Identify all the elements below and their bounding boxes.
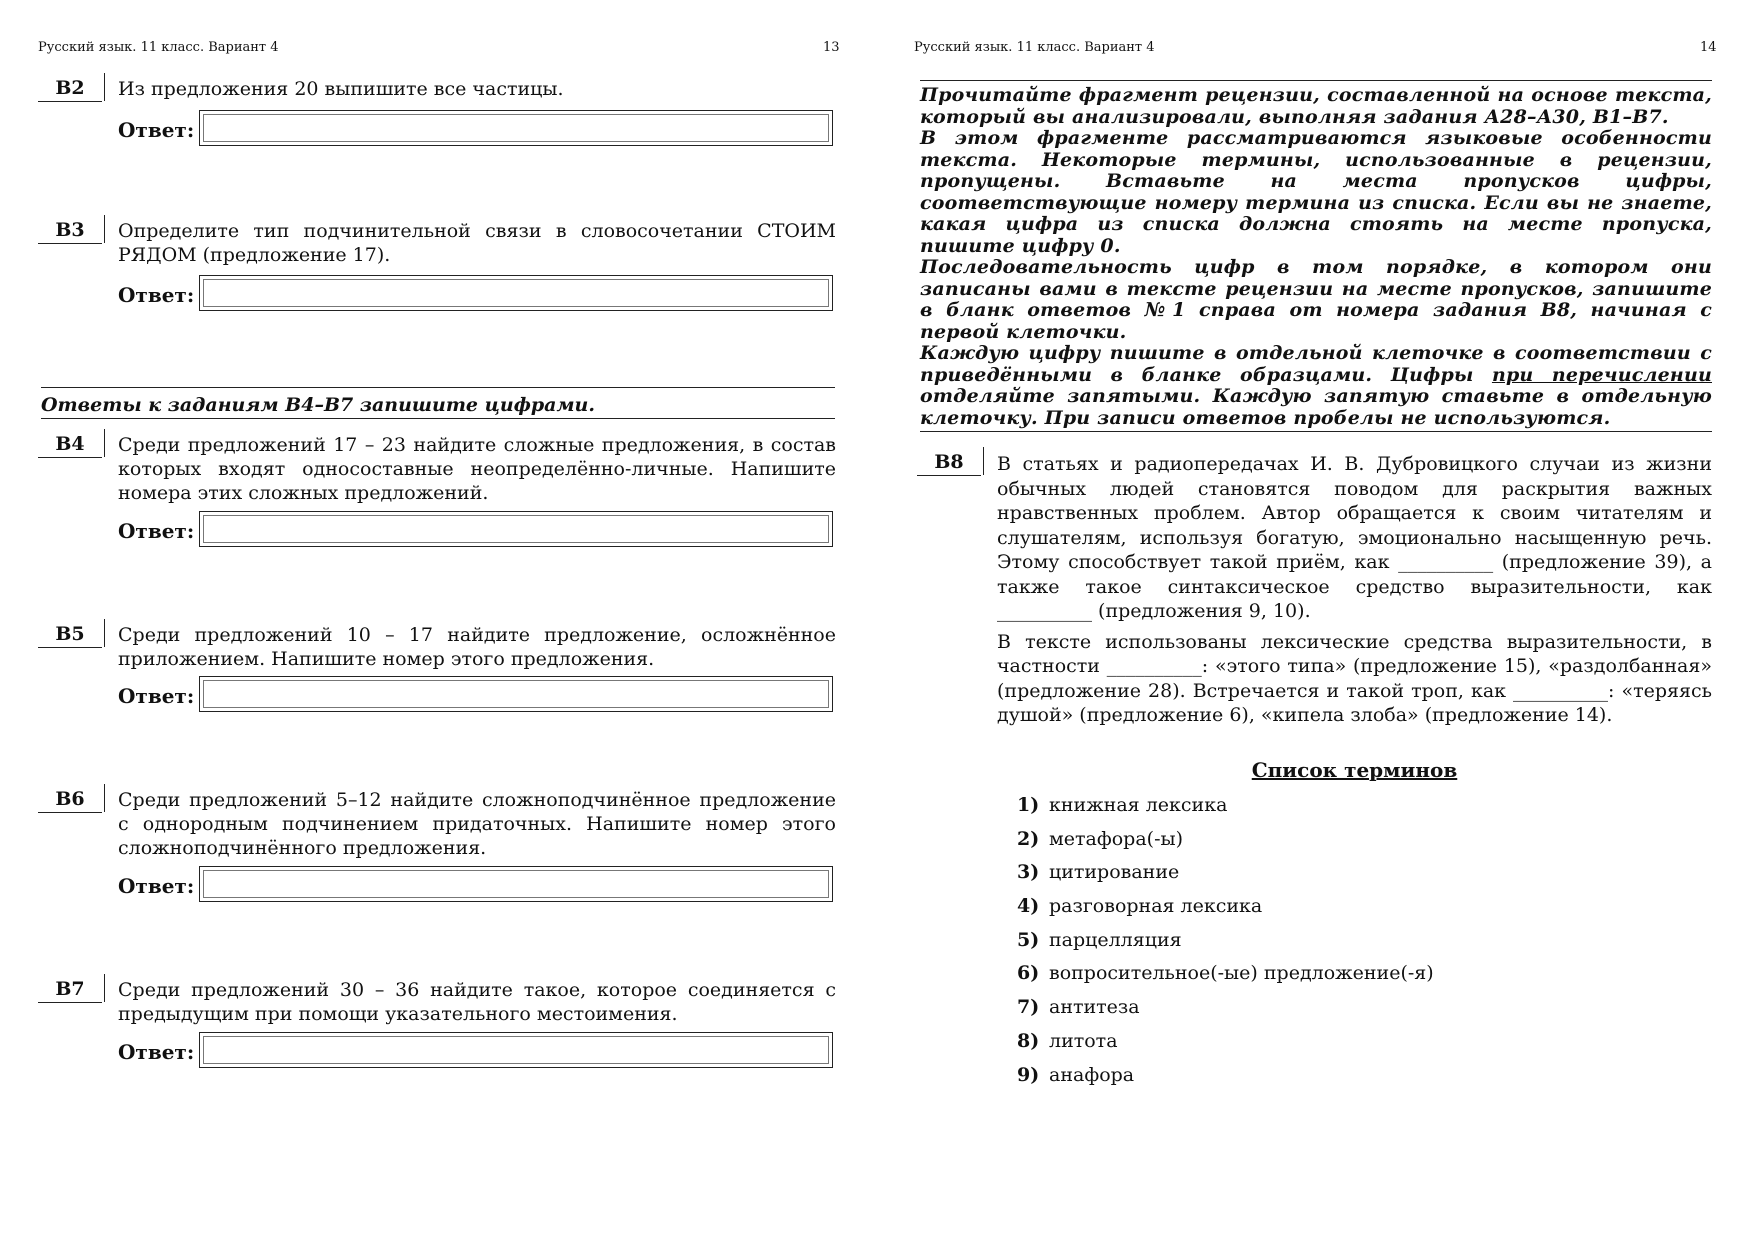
review-paragraph: В тексте использованы лексические средства выразительности, в частности __________: «этого типа» (предложение 15), «раздолбанная» (предложение 28). Встречается и такой троп, как __________: «теряясь душой» (предложение 6), «кипела злоба» (предложение 14).: [997, 630, 1712, 726]
task-text: Среди предложений 30 – 36 найдите такое, которое соединяется с предыдущим при помощи указательного местоимения.: [118, 979, 836, 1025]
term-number: 2): [1017, 827, 1040, 850]
review-text: [997, 452, 1712, 734]
term-item: [1017, 895, 1434, 929]
task-text: Из предложения 20 выпишите все частицы.: [118, 78, 564, 100]
answer-input-b6[interactable]: [199, 866, 833, 902]
instructions-text: Каждую цифру пишите в отдельной клеточке в соответствии с приведёнными в бланке образцами. Цифры: [920, 342, 1712, 386]
term-text: анафора: [1049, 1063, 1135, 1086]
term-text: литота: [1049, 1029, 1118, 1052]
term-item: [1017, 794, 1434, 828]
term-text: вопросительное(-ые) предложение(-я): [1049, 962, 1434, 985]
term-text: книжная лексика: [1049, 794, 1228, 816]
answer-label: Ответ:: [118, 874, 195, 898]
answer-input-b7[interactable]: [199, 1032, 833, 1068]
task-text: Среди предложений 10 – 17 найдите предложение, осложнённое приложением. Напишите номер этого предложения.: [118, 624, 836, 670]
term-number: 6): [1017, 962, 1040, 985]
right-page: [877, 0, 1754, 1239]
terms-list: [1017, 794, 1434, 1097]
term-item: [1017, 962, 1434, 996]
instructions-paragraph: [920, 343, 1712, 429]
term-text: цитирование: [1049, 861, 1180, 884]
instructions-text: отделяйте запятыми. Каждую запятую ставьте в отдельную клеточку. При записи ответов пробелы не используются.: [920, 385, 1712, 429]
term-item: [1017, 929, 1434, 963]
term-text: метафора(-ы): [1049, 827, 1184, 850]
task-label: B4: [38, 433, 102, 458]
instructions-block: [920, 80, 1712, 432]
page-number: 14: [1700, 40, 1717, 55]
term-text: парцелляция: [1049, 928, 1182, 951]
section-heading: Ответы к заданиям В4–В7 запишите цифрами.: [41, 387, 835, 419]
term-text: антитеза: [1049, 996, 1140, 1019]
task-label: B2: [38, 77, 102, 102]
answer-label: Ответ:: [118, 684, 195, 708]
answer-input-b5[interactable]: [199, 676, 833, 712]
term-item: [1017, 861, 1434, 895]
task-label: B8: [917, 451, 981, 476]
term-text: разговорная лексика: [1049, 895, 1263, 918]
answer-label: Ответ:: [118, 519, 195, 543]
term-number: 3): [1017, 861, 1040, 884]
running-header-title: Русский язык. 11 класс. Вариант 4: [914, 40, 1155, 55]
term-item: [1017, 828, 1434, 862]
term-number: 7): [1017, 996, 1040, 1019]
instructions-paragraph: Последовательность цифр в том порядке, в котором они записаны вами в тексте рецензии на месте пропусков, запишите в бланк ответов №1 справа от номера задания В8, начиная с первой клеточки.: [920, 256, 1712, 343]
task-text: Среди предложений 5–12 найдите сложноподчинённое предложение с однородным подчинением придаточных. Напишите номер этого сложноподчинённого предложения.: [118, 789, 836, 859]
answer-input-b2[interactable]: [199, 110, 833, 146]
term-number: 5): [1017, 928, 1040, 951]
term-number: 8): [1017, 1029, 1040, 1052]
answer-input-b4[interactable]: [199, 511, 833, 547]
answer-input-b3[interactable]: [199, 275, 833, 311]
instructions-underlined: при перечислении: [1491, 363, 1712, 386]
answer-label: Ответ:: [118, 283, 195, 307]
term-number: 4): [1017, 895, 1040, 918]
instructions-paragraph: Прочитайте фрагмент рецензии, составленной на основе текста, который вы анализировали, выполняя задания А28–А30, В1–В7.: [920, 84, 1712, 128]
term-number: 9): [1017, 1063, 1040, 1086]
task-label: B5: [38, 623, 102, 648]
term-item: [1017, 1030, 1434, 1064]
instructions-paragraph: В этом фрагменте рассматриваются языковые особенности текста. Некоторые термины, использованные в рецензии, пропущены. Вставьте на места пропусков цифры, соответствующие номеру термина из списка. Если вы не знаете, какая цифра из списка должна стоять на месте пропуска, пишите цифру 0.: [920, 127, 1712, 257]
task-label: B3: [38, 219, 102, 244]
term-number: 1): [1017, 794, 1040, 816]
answer-label: Ответ:: [118, 118, 195, 142]
terms-title: Список терминов: [1251, 758, 1458, 782]
term-item: [1017, 996, 1434, 1030]
task-label: B6: [38, 788, 102, 813]
task-text: Среди предложений 17 – 23 найдите сложные предложения, в состав которых входят односоставные неопределённо-личные. Напишите номера этих сложных предложений.: [118, 434, 836, 504]
term-item: [1017, 1064, 1434, 1098]
running-header-title: Русский язык. 11 класс. Вариант 4: [38, 40, 279, 55]
review-paragraph: В статьях и радиопередачах И. В. Дубровицкого случаи из жизни обычных людей становятся поводом для раскрытия важных нравственных проблем. Автор обращается к своим читателям и слушателям, используя богатую, эмоционально насыщенную речь. Этому способствует такой приём, как __________ (предложение 39), а также такое синтаксическое средство выразительности, как __________ (предложения 9, 10).: [997, 453, 1712, 622]
task-text: Определите тип подчинительной связи в словосочетании СТОИМ РЯДОМ (предложение 17).: [118, 220, 836, 266]
answer-label: Ответ:: [118, 1040, 195, 1064]
page-number: 13: [823, 40, 840, 55]
task-label: B7: [38, 978, 102, 1003]
